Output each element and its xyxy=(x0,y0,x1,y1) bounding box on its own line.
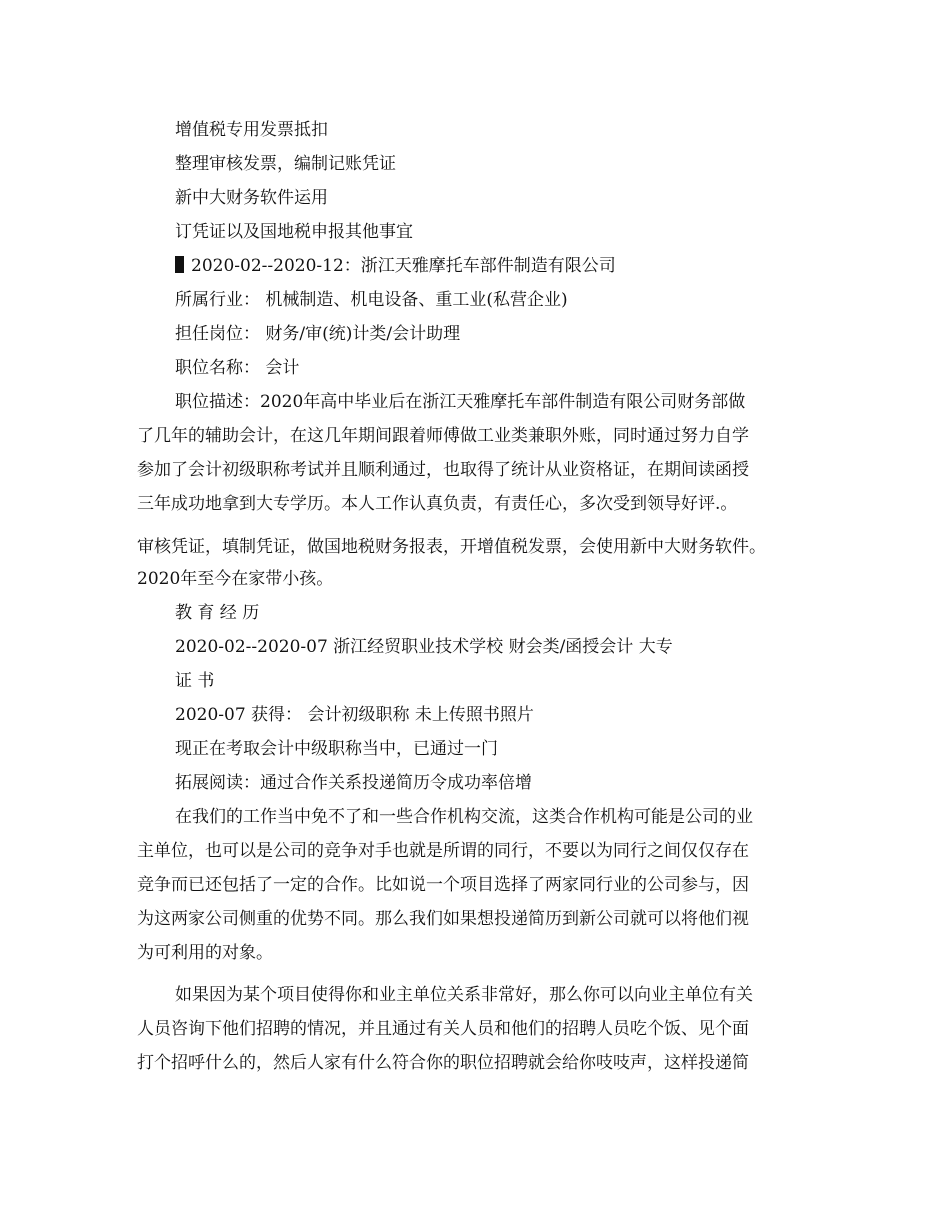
education-entry: 2020-02--2020-07 浙江经贸职业技术学校 财会类/函授会计 大专 xyxy=(175,637,673,657)
job-description-line-5: 审核凭证，填制凭证，做国地税财务报表，开增值税发票，会使用新中大财务软件。 xyxy=(137,537,766,557)
duty-line-1: 增值税专用发票抵扣 xyxy=(175,120,328,140)
paragraph-1-line-1: 在我们的工作当中免不了和一些合作机构交流，这类合作机构可能是公司的业 xyxy=(175,807,753,827)
paragraph-2-line-3: 打个招呼什么的，然后人家有什么符合你的职位招聘就会给你吱吱声，这样投递简 xyxy=(137,1053,749,1073)
certificate-entry: 2020-07 获得： 会计初级职称 未上传照书照片 xyxy=(175,705,534,725)
job-description-line-4: 三年成功地拿到大专学历。本人工作认真负责，有责任心，多次受到领导好评.。 xyxy=(137,494,738,514)
duty-line-2: 整理审核发票，编制记账凭证 xyxy=(175,154,396,174)
square-bullet-icon xyxy=(175,256,184,273)
job-description-line-2: 了几年的辅助会计，在这几年期间跟着师傅做工业类兼职外账，同时通过努力自学 xyxy=(137,426,749,446)
paragraph-1-line-2: 主单位，也可以是公司的竞争对手也就是所谓的同行，不要以为同行之间仅仅存在 xyxy=(137,841,749,861)
position-line: 担任岗位： 财务/审(统)计类/会计助理 xyxy=(175,324,461,344)
paragraph-2-line-2: 人员咨询下他们招聘的情况，并且通过有关人员和他们的招聘人员吃个饭、见个面 xyxy=(137,1019,749,1039)
duty-line-4: 订凭证以及国地税申报其他事宜 xyxy=(175,222,413,242)
job-description-line-1: 职位描述：2020年高中毕业后在浙江天雅摩托车部件制造有限公司财务部做 xyxy=(175,392,746,412)
job-description-line-6: 2020年至今在家带小孩。 xyxy=(137,569,334,589)
certificate-note: 现正在考取会计中级职称当中，已通过一门 xyxy=(175,739,498,759)
job-heading-text: 2020-02--2020-12：浙江天雅摩托车部件制造有限公司 xyxy=(191,256,616,276)
certificate-heading: 证 书 xyxy=(175,671,215,691)
paragraph-1-line-4: 为这两家公司侧重的优势不同。那么我们如果想投递简历到新公司就可以将他们视 xyxy=(137,909,749,929)
education-heading: 教 育 经 历 xyxy=(175,603,260,623)
job-heading xyxy=(175,256,616,276)
job-title-line: 职位名称： 会计 xyxy=(175,358,300,378)
paragraph-1-line-5: 为可利用的对象。 xyxy=(137,943,273,963)
paragraph-1-line-3: 竞争而已还包括了一定的合作。比如说一个项目选择了两家同行业的公司参与，因 xyxy=(137,875,749,895)
duty-line-3: 新中大财务软件运用 xyxy=(175,188,328,208)
industry-line: 所属行业： 机械制造、机电设备、重工业(私营企业) xyxy=(175,290,568,310)
paragraph-2-line-1: 如果因为某个项目使得你和业主单位关系非常好，那么你可以向业主单位有关 xyxy=(175,985,753,1005)
job-description-line-3: 参加了会计初级职称考试并且顺利通过，也取得了统计从业资格证，在期间读函授 xyxy=(137,460,749,480)
extended-reading-title: 拓展阅读：通过合作关系投递简历令成功率倍增 xyxy=(175,773,532,793)
